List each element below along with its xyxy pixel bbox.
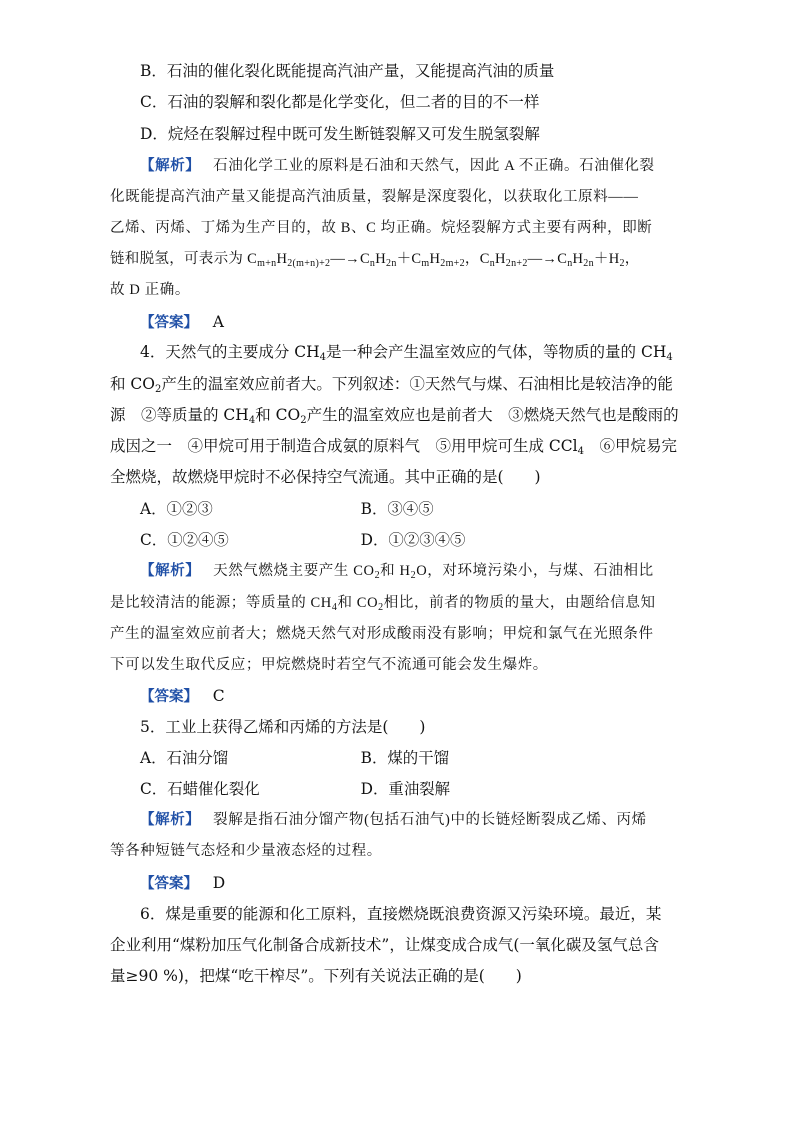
q3-analysis-line-3: 乙烯、丙烯、丁烯为生产目的，故 B、C 均正确。烷烃裂解方式主要有两种，即断 <box>110 220 653 236</box>
q4-stem-line-2: 和 $CO_2$产生的温室效应前者大。下列叙述：①天然气与煤、石油相比是较洁净的能 <box>110 375 673 395</box>
answer-tag: 【答案】 <box>140 689 198 705</box>
q3-analysis-line-5: 故 D 正确。 <box>110 282 190 298</box>
q3-option-b: B．石油的催化裂化既能提高汽油产量，又能提高汽油的质量 <box>140 62 555 80</box>
q5-stem: 5．工业上获得乙烯和丙烯的方法是( ) <box>140 718 426 736</box>
q3-answer <box>140 312 224 333</box>
q4-stem-line-4: 成因之一 ④甲烷可用于制造合成氨的原料气 ⑤用甲烷可生成 CCl$_4$ ⑥甲烷易完 <box>110 437 677 457</box>
q3-option-c: C．石油的裂解和裂化都是化学变化，但二者的目的不一样 <box>140 93 540 111</box>
answer-tag: 【答案】 <box>140 315 198 331</box>
q3-option-d: D．烷烃在裂解过程中既可发生断链裂解又可发生脱氢裂解 <box>140 125 540 143</box>
q4-option-b: B．③④⑤ <box>360 500 434 518</box>
q4-analysis-line-4: 下可以发生取代反应；甲烷燃烧时若空气不流通可能会发生爆炸。 <box>110 657 548 673</box>
q5-option-a: A．石油分馏 <box>140 749 229 767</box>
analysis-tag: 【解析】 <box>140 158 201 174</box>
q6-stem-line-1: 6．煤是重要的能源和化工原料，直接燃烧既浪费资源又污染环境。最近，某 <box>140 905 662 923</box>
q4-stem-line-5: 全燃烧，故燃烧甲烷时不必保持空气流通。其中正确的是( ) <box>110 468 541 486</box>
q5-analysis-line-2: 等各种短链气态烃和少量液态烃的过程。 <box>110 843 382 859</box>
q5-option-c: C．石蜡催化裂化 <box>140 780 260 798</box>
q5-options-row-1 <box>140 748 786 768</box>
answer-value: A <box>212 313 224 331</box>
q5-option-d: D．重油裂解 <box>360 780 451 798</box>
q4-options-row-1 <box>140 499 786 519</box>
q4-analysis-line-2: 是比较清洁的能源；等质量的 $CH_4$和 $CO_2$相比，前者的物质的量大，由题给信息知 <box>110 595 656 613</box>
q5-options-row-2 <box>140 779 786 799</box>
analysis-tag: 【解析】 <box>140 812 201 828</box>
q6-stem-line-3: 量≥90 %)，把煤“吃干榨尽”。下列有关说法正确的是( ) <box>110 967 522 985</box>
analysis-tag: 【解析】 <box>140 563 201 579</box>
q3-analysis-line-1: 【解析】 石油化学工业的原料是石油和天然气，因此 A 不正确。石油催化裂 <box>140 158 655 174</box>
q5-answer <box>140 873 225 894</box>
q5-analysis-line-1: 【解析】 裂解是指石油分馏产物(包括石油气)中的长链烃断裂成乙烯、丙烯 <box>140 812 647 828</box>
q4-analysis-line-3: 产生的温室效应前者大；燃烧天然气对形成酸雨没有影响；甲烷和氯气在光照条件 <box>110 626 654 642</box>
q4-options-row-2 <box>140 530 786 550</box>
answer-value: C <box>212 687 225 705</box>
q4-option-c: C．①②④⑤ <box>140 531 229 549</box>
q4-option-a: A．①②③ <box>140 500 213 518</box>
q4-answer <box>140 686 225 707</box>
q6-stem-line-2: 企业利用“煤粉加压气化制备合成新技术”，让煤变成合成气(一氧化碳及氢气总含 <box>110 936 659 954</box>
q3-analysis-line-4-formula: 链和脱氢，可表示为 $C_{m+n}H_{2(m+n)+2}―\to C_nH_{2n}+C_mH_{2m+2}$，$C_nH_{2n+2}―\to C_nH_{2n}+H_2$， <box>110 251 640 269</box>
q3-analysis-line-2: 化既能提高汽油产量又能提高汽油质量，裂解是深度裂化，以获取化工原料—— <box>110 189 639 205</box>
q4-analysis-line-1: 【解析】 天然气燃烧主要产生 $CO_2$和 $H_2O$，对环境污染小，与煤、石油相比 <box>140 563 654 581</box>
q4-stem-line-1: 4．天然气的主要成分 $CH_4$是一种会产生温室效应的气体，等物质的量的 $CH_4$ <box>140 343 673 363</box>
q4-stem-line-3: 源 ②等质量的 $CH_4$和 $CO_2$产生的温室效应也是前者大 ③燃烧天然气也是酸雨的 <box>110 406 679 426</box>
answer-tag: 【答案】 <box>140 876 198 892</box>
q5-option-b: B．煤的干馏 <box>360 749 450 767</box>
q4-option-d: D．①②③④⑤ <box>360 531 466 549</box>
answer-value: D <box>212 874 226 892</box>
